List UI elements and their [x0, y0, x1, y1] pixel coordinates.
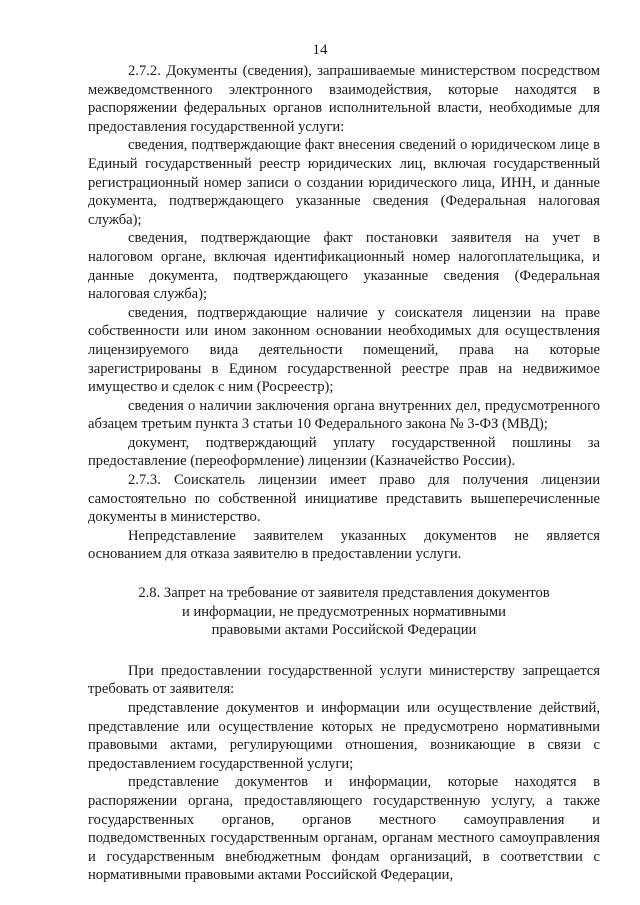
heading-line: и информации, не предусмотренных нормативными [182, 603, 506, 620]
paragraph-prohibition-1: представление документов и информации или осуществление действий, представление или осуществление которых не предусмотрено нормативными правовыми актами, регулирующими отношения, возникающие в связи с предоставлением государственной услуги; [88, 700, 600, 772]
paragraph-egrul-info: сведения, подтверждающие факт внесения сведений о юридическом лице в Единый государственный реестр юридических лиц, включая государственный регистрационный номер записи о создании юридического лица, ИНН, и данные документа, подтверждающего указанные сведения (Федеральная налоговая служба); [88, 137, 600, 228]
paragraph-mvd-conclusion: сведения о наличии заключения органа внутренних дел, предусмотренного абзацем третьим пункта 3 статьи 10 Федерального закона № 3-ФЗ (МВД); [88, 397, 600, 433]
page-number: 14 [312, 42, 328, 58]
paragraph-2-7-2: 2.7.2. Документы (сведения), запрашиваемые министерством посредством межведомственного электронного взаимодействия, которые находятся в распоряжении федеральных органов исполнительной власти, необходимые для предоставления государственной услуги: [88, 63, 600, 135]
heading-line: правовыми актами Российской Федерации [211, 622, 477, 639]
paragraph-2-7-3: 2.7.3. Соискатель лицензии имеет право для получения лицензии самостоятельно по собственной инициативе представить вышеперечисленные документы в министерство. [88, 472, 600, 526]
document-body [88, 62, 600, 885]
paragraph-non-submission: Непредставление заявителем указанных документов не является основанием для отказа заявителю в предоставлении услуги. [88, 527, 600, 563]
paragraph-tax-registration: сведения, подтверждающие факт постановки заявителя на учет в налоговом органе, включая идентификационный номер налогоплательщика, и данные документа, подтверждающего указанные сведения (Федеральная налоговая служба); [88, 230, 600, 303]
heading-line: 2.8. Запрет на требование от заявителя представления документов [138, 585, 550, 602]
paragraph-prohibition-2: представление документов и информации, которые находятся в распоряжении органа, предоставляющего государственную услугу, а также государственных органов, органов местного самоуправления и подведомственных государственным органам, органам местного самоуправления и государственным внебюджетным фондам организаций, в соответствии с нормативными правовыми актами Российской Федерации, [88, 774, 600, 884]
paragraph-premises-rights: сведения, подтверждающие наличие у соискателя лицензии на праве собственности или ином законном основании необходимых для осуществления лицензируемого вида деятельности помещений, права на которые зарегистрированы в Едином государственной реестре прав на недвижимое имущество и сделок с ним (Росреестр); [88, 304, 600, 396]
paragraph-prohibition-intro: При предоставлении государственной услуги министерству запрещается требовать от заявителя: [88, 662, 600, 698]
paragraph-state-fee: документ, подтверждающий уплату государственной пошлины за предоставление (переоформление) лицензии (Казначейство России). [88, 434, 600, 470]
section-heading-2-8 [88, 584, 600, 662]
